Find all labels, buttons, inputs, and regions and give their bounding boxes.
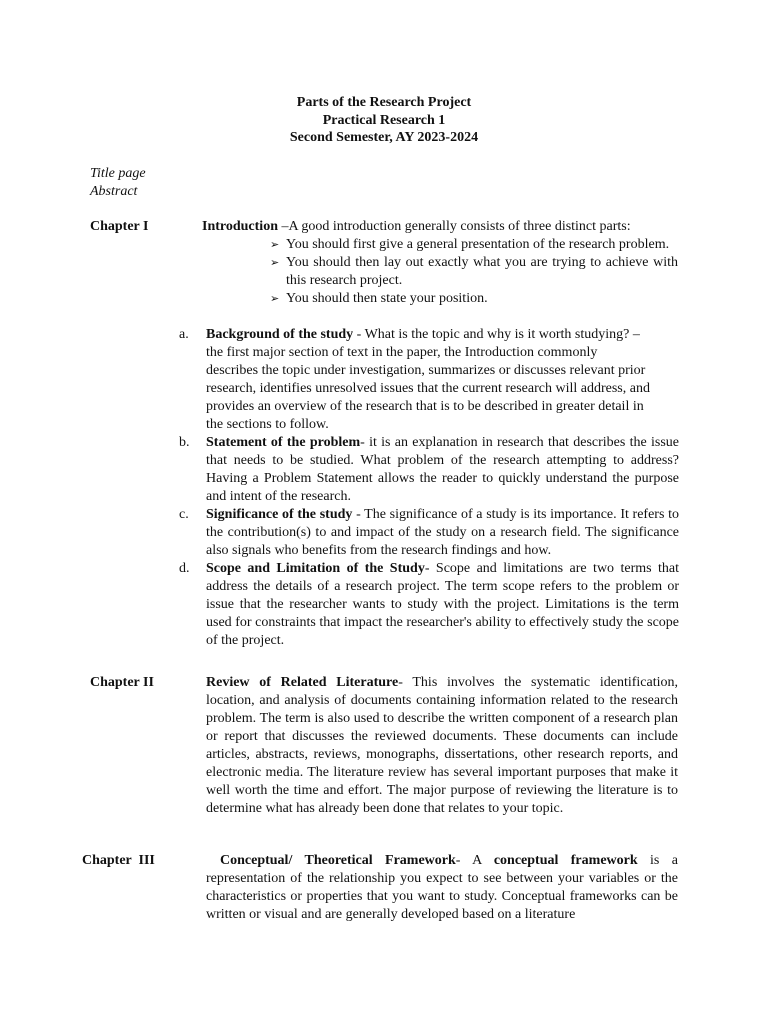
- chapter-2-label: Chapter II: [90, 675, 154, 690]
- front-matter-abstract: Abstract: [90, 184, 138, 199]
- subsection-title: Scope and Limitation of the Study: [206, 561, 425, 576]
- front-matter: [90, 165, 146, 201]
- chapter-1-intro: [202, 218, 680, 236]
- subsection-title: Background of the study: [206, 327, 354, 342]
- subsection-problem: [179, 434, 679, 506]
- list-item: [270, 236, 678, 254]
- subsection-letter: d.: [179, 561, 190, 576]
- chapter-3-bold-term: conceptual framework: [493, 853, 638, 868]
- subsection-text: - it is an explanation in research that describes the issue that needs to be studied. What problem of the research attempting to address? Having a Problem Statement allows the reader to quickly understand the purpose and intent of the research.: [206, 435, 679, 504]
- document-header: [0, 94, 768, 147]
- chapter-3-label: Chapter III: [82, 853, 155, 868]
- arrow-bullet-icon: ➢: [270, 238, 280, 251]
- chapter-1-title: Introduction: [202, 219, 278, 234]
- chapter-3-body: [206, 852, 678, 924]
- subsection-text: - The significance of a study is its importance. It refers to the contribution(s) to and impact of the study on a research field. The significance also signals who benefits from the research findings and how.: [206, 507, 679, 558]
- chapter-1-intro-text: –A good introduction generally consists of three distinct parts:: [277, 219, 631, 234]
- subsection-scope: [179, 560, 679, 650]
- subsection-significance: [179, 506, 679, 560]
- chapter-3-title: Conceptual/ Theoretical Framework: [220, 853, 456, 868]
- bullet-text: You should then lay out exactly what you are trying to achieve with this research project.: [286, 255, 678, 288]
- subsection-letter: b.: [179, 435, 190, 450]
- chapter-1-label: Chapter I: [90, 219, 149, 234]
- front-matter-title-page: Title page: [90, 166, 146, 181]
- chapter-3-text-a: - A: [455, 853, 494, 868]
- header-semester: Second Semester, AY 2023-2024: [289, 130, 479, 145]
- list-item: [270, 290, 678, 308]
- bullet-text: You should then state your position.: [286, 291, 488, 306]
- chapter-1-bullet-list: [270, 236, 678, 308]
- subsection-letter: a.: [179, 327, 189, 342]
- bullet-text: You should first give a general presentation of the research problem.: [286, 237, 670, 252]
- header-title: Parts of the Research Project: [296, 95, 472, 110]
- chapter-2-title: Review of Related Literature: [206, 675, 399, 690]
- list-item: [270, 254, 678, 290]
- subsection-title: Statement of the problem: [206, 435, 361, 450]
- header-subject: Practical Research 1: [322, 112, 446, 128]
- subsection-text: - What is the topic and why is it worth studying? – the first major section of text in the paper, the Introduction commonly describes the topic under investigation, summarizes or discusses relevant prior research, identifies unresolved issues that the current research will address, and provides an overview of the research that is to be described in greater detail in the sections to follow.: [206, 327, 650, 432]
- chapter-2-text: - This involves the systematic identification, location, and analysis of documents containing information related to the research problem. The term is also used to describe the written component of a research plan or report that discusses the reviewed documents. These documents can include articles, abstracts, reviews, monographs, dissertations, other research reports, and electronic media. The literature review has several important purposes that make it well worth the time and effort. The major purpose of reviewing the literature is to determine what has already been done that relates to your topic.: [206, 675, 678, 816]
- arrow-bullet-icon: ➢: [270, 292, 280, 305]
- subsection-background: [179, 326, 651, 434]
- chapter-3-text-b: is a representation of the relationship you expect to see between your variables or the characteristics or properties that you want to study. Conceptual frameworks can be written or visual and are generally developed based on a literature: [206, 853, 678, 922]
- chapter-1-subsections: [179, 326, 679, 650]
- arrow-bullet-icon: ➢: [270, 256, 280, 269]
- chapter-2-body: [206, 674, 678, 818]
- subsection-title: Significance of the study: [206, 507, 353, 522]
- subsection-text: - Scope and limitations are two terms that address the details of a research project. The term scope refers to the problem or issue that the researcher wants to study with the project. Limitations is the term used for constraints that impact the researcher's ability to effectively study the scope of the project.: [206, 561, 679, 648]
- subsection-letter: c.: [179, 507, 189, 522]
